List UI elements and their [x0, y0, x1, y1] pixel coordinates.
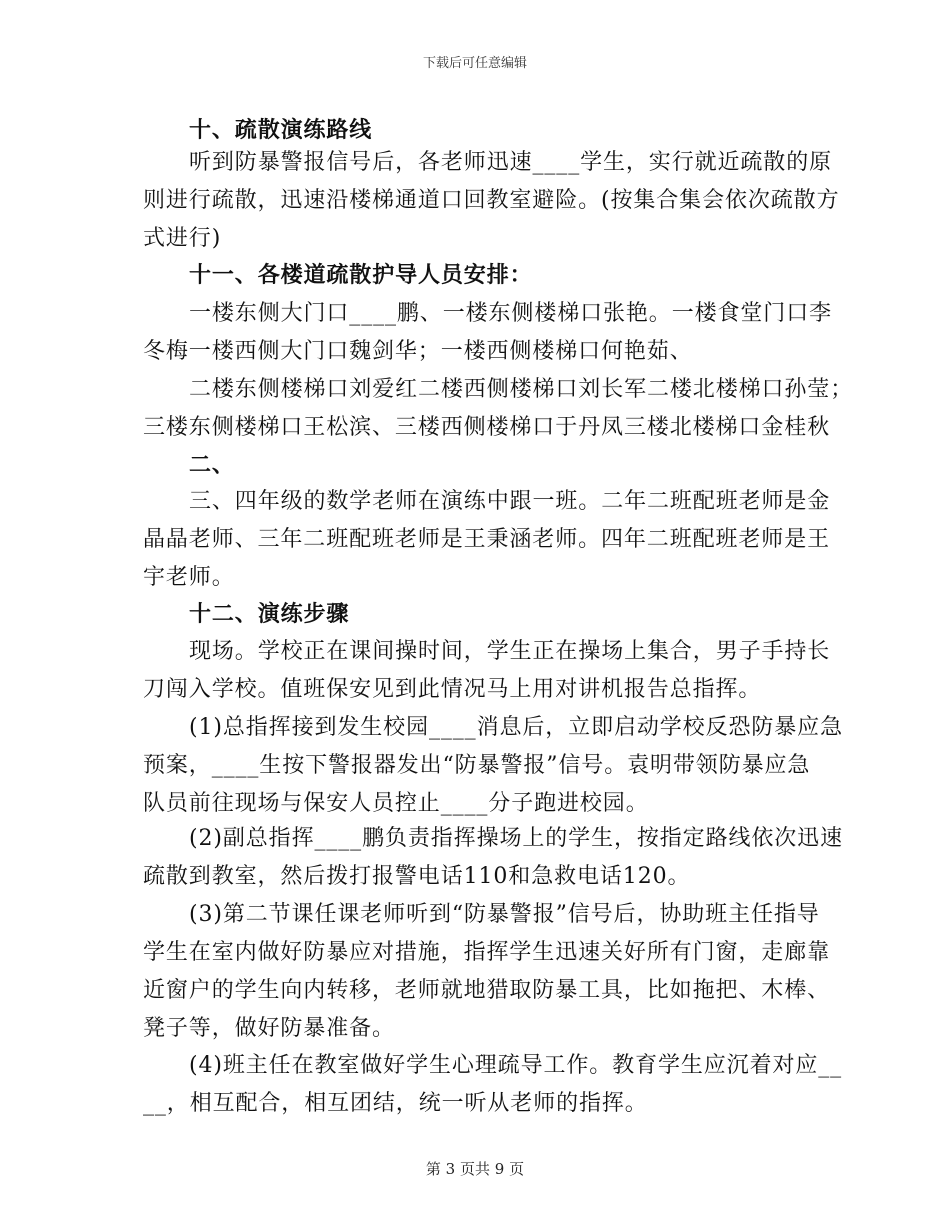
paragraph-line: 刀闯入学校。值班保安见到此情况马上用对讲机报告总指挥。 — [143, 677, 762, 702]
paragraph-line: 近窗户的学生向内转移，老师就地猎取防暴工具，比如拖把、木棒、 — [143, 978, 831, 1003]
paragraph-line: 晶晶老师、三年二班配班老师是王秉涵老师。四年二班配班老师是王 — [143, 527, 831, 552]
paragraph-line: 三、四年级的数学老师在演练中跟一班。二年二班配班老师是金 — [189, 489, 831, 514]
section-heading: 十一、各楼道疏散护导人员安排： — [189, 262, 533, 288]
section-heading: 十二、演练步骤 — [189, 601, 350, 627]
paragraph-line: (2)副总指挥____鹏负责指挥操场上的学生，按指定路线依次迅速 — [189, 826, 843, 851]
paragraph-line: 预案，____生按下警报器发出“防暴警报”信号。袁明带领防暴应急 — [143, 753, 811, 778]
paragraph-line: 三楼东侧楼梯口王松滨、三楼西侧楼梯口于丹凤三楼北楼梯口金桂秋 — [143, 415, 831, 440]
paragraph-line: 冬梅一楼西侧大门口魏剑华；一楼西侧楼梯口何艳茹、 — [143, 339, 693, 364]
section-heading: 二、 — [189, 452, 235, 478]
paragraph-line: 疏散到教室，然后拨打报警电话110和急救电话120。 — [143, 864, 691, 889]
page-header: 下载后可任意编辑 — [422, 56, 527, 71]
paragraph-line: (4)班主任在教室做好学生心理疏导工作。教育学生应沉着对应__ — [189, 1053, 843, 1078]
paragraph-line: 学生在室内做好防暴应对措施，指挥学生迅速关好所有门窗，走廊靠 — [143, 940, 831, 965]
paragraph-line: 现场。学校正在课间操时间，学生正在操场上集合，男子手持长 — [189, 639, 831, 664]
paragraph-line: 二楼东侧楼梯口刘爱红二楼西侧楼梯口刘长军二楼北楼梯口孙莹； — [189, 377, 854, 402]
page-footer: 第 3 页共 9 页 — [425, 1160, 525, 1178]
paragraph-line: 队员前往现场与保安人员控止____分子跑进校园。 — [143, 791, 649, 816]
paragraph-line: 则进行疏散，迅速沿楼梯通道口回教室避险。(按集合集会依次疏散方 — [143, 188, 840, 213]
paragraph-line: 听到防暴警报信号后，各老师迅速____学生，实行就近疏散的原 — [189, 150, 833, 175]
paragraph-line: 一楼东侧大门口____鹏、一楼东侧楼梯口张艳。一楼食堂门口李 — [189, 301, 833, 326]
paragraph-line: 宇老师。 — [143, 565, 235, 590]
paragraph-line: __，相互配合，相互团结，统一听从老师的指挥。 — [143, 1091, 648, 1116]
section-heading: 十、疏散演练路线 — [189, 117, 373, 143]
paragraph-line: 式进行) — [143, 226, 222, 251]
paragraph-line: (1)总指挥接到发生校园____消息后，立即启动学校反恐防暴应急 — [189, 715, 843, 740]
paragraph-line: 凳子等，做好防暴准备。 — [143, 1016, 395, 1041]
paragraph-line: (3)第二节课任课老师听到“防暴警报”信号后，协助班主任指导 — [189, 902, 820, 927]
